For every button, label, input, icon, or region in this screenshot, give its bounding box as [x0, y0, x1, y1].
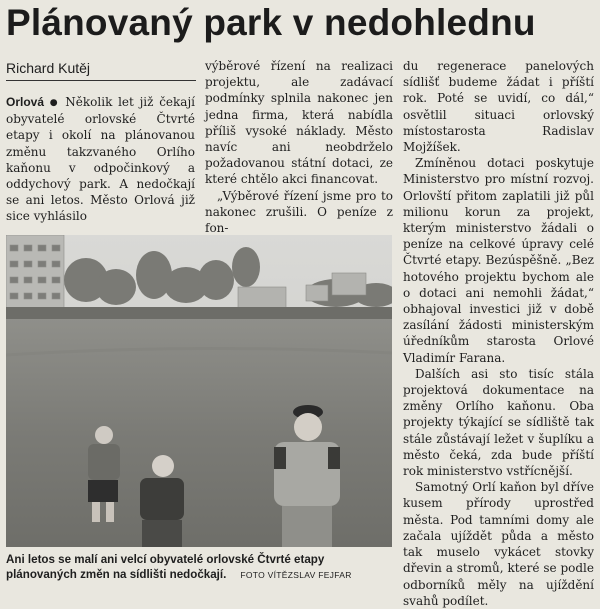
photo-caption [6, 552, 392, 583]
paragraph: du regenerace panelových sídlišť budeme žádat i příští rok. Poté se uvidí, co dál,“ osvětlil situaci orlovský místostarosta Radislav Mojžíšek. [403, 59, 594, 155]
caption-text: Ani letos se malí ani velcí obyvatelé orlovské Čtvrté etapy plánovaných změn na sídlišti nedočkají. [6, 553, 325, 581]
paragraph: Dalších asi sto tisíc stála projektová dokumentace na změny Orlího kaňonu. Oba projekty týkající se sídliště tak stále zůstávají ležet v šuplíku a město čeká, zda bude příští rok ministerstvo vstřícnější. [403, 366, 594, 479]
author-byline: Richard Kutěj [6, 60, 91, 76]
news-photo [6, 235, 392, 547]
article-column-3 [403, 58, 594, 609]
paragraph: „Výběrové řízení jsme pro to nakonec zrušili. O peníze z fon- [205, 188, 393, 236]
paragraph [6, 94, 195, 225]
paragraph: výběrové řízení na realizaci projektu, ale zadávací podmínky splnila nakonec jen jedna firma, která nabídla příliš vysoké náklady. Město navíc ani neobdrželo požadovanou státní dotaci, ze které chtělo akci financovat. [205, 59, 393, 187]
article-column-2 [205, 58, 393, 236]
dateline: Orlová [6, 95, 45, 109]
photo-credit: FOTO VÍTĚZSLAV FEJFAR [240, 570, 352, 580]
paragraph: Samotný Orlí kaňon byl dříve kusem přírody uprostřed města. Pod tamními domy ale začala ujíždět půda a město tak muselo vykácet stovky dřevin a stromů, které se podle odborníků měly na ujíždění svahů podílet. [403, 480, 594, 608]
byline-rule [6, 80, 196, 81]
apartment-building [6, 235, 64, 315]
paragraph-text: Několik let již čekají obyvatelé orlovské Čtvrté etapy i okolí na plánovanou změnu takzvaného Orlího kaňonu v odpočinkový a oddychový park. A nedočkají se ani letos. Město Orlová již sice vyhlásilo [6, 95, 195, 224]
headline: Plánovaný park v nedohlednu [6, 2, 536, 43]
paragraph: Zmíněnou dotaci poskytuje Ministerstvo pro místní rozvoj. Orlovští přitom zaplatili již půl milionu korun za projekt, kterým ministerstvo žádali o peníze na celkové úpravy celé Čtvrté etapy. Bezúspěšně. „Bez hotového projektu bychom ale o dotaci ani nemohli žádat,“ obhajoval investici již v době zasílání žádosti ministerským úředníkům starosta Orlové Vladimír Farana. [403, 156, 594, 365]
park-photo-illustration [6, 235, 392, 547]
bullet-icon: ● [49, 98, 60, 108]
article-column-1 [6, 94, 195, 225]
hedge [6, 307, 392, 321]
